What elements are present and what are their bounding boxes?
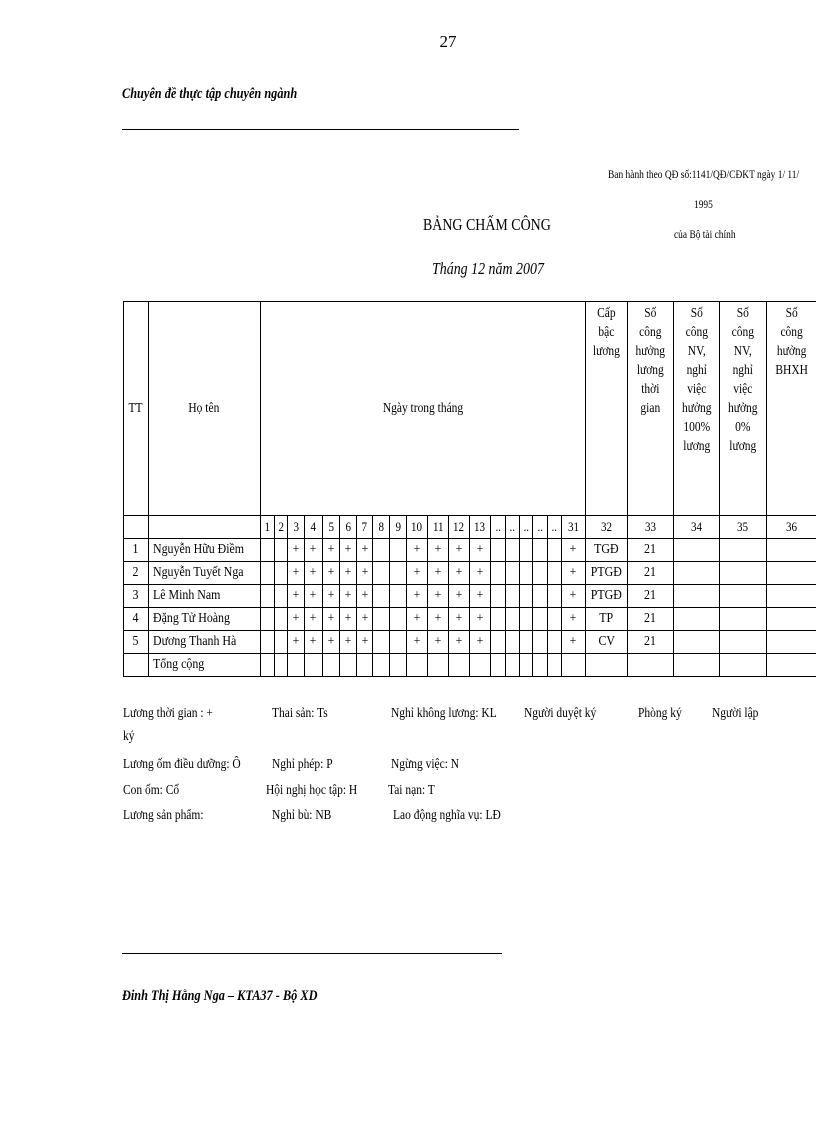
day-mark: + [448,585,469,608]
total-value [720,654,767,677]
timesheet-table [123,301,816,677]
column-number: 2 [274,516,288,539]
total-day [260,654,274,677]
day-mark: + [561,608,586,631]
table-row [124,539,816,562]
header-leave-0-line: NV, [733,344,752,359]
column-number: 36 [766,516,816,539]
legend-child-sick: Con ốm: Cố [123,783,180,798]
day-mark: + [340,608,357,631]
day-mark [274,608,288,631]
leave-100-days [673,585,720,608]
day-mark: + [322,539,340,562]
leave-100-days [673,608,720,631]
employee-name: Đặng Tử Hoàng [148,608,260,631]
total-day [533,654,548,677]
header-bhxh-line: hưởng [776,344,807,359]
column-number: .. [547,516,561,539]
column-number: 4 [304,516,322,539]
day-mark: + [406,562,428,585]
salary-grade: TP [586,608,628,631]
day-mark [547,585,561,608]
leave-0-days [720,631,767,654]
leave-100-days [673,562,720,585]
time-work-days: 21 [628,562,674,585]
day-mark: + [448,562,469,585]
header-leave-100-line: lương [682,439,710,454]
header-leave-100-line: nghỉ [686,363,707,378]
column-number: 7 [356,516,373,539]
day-mark [389,539,406,562]
day-mark [491,608,506,631]
day-mark [533,562,548,585]
leave-100-days [673,539,720,562]
table-row [124,562,816,585]
day-mark [389,631,406,654]
header-grade-line: bậc [598,325,615,340]
day-mark [519,631,533,654]
total-day [274,654,288,677]
day-mark [274,585,288,608]
approval-line-3: của Bộ tài chính [674,229,736,241]
day-mark: + [469,539,491,562]
day-mark: + [304,539,322,562]
header-leave-100-line: NV, [687,344,706,359]
salary-grade: CV [586,631,628,654]
time-work-days: 21 [628,539,674,562]
approver-signature-label: Người duyệt ký [524,706,597,721]
day-mark: + [356,608,373,631]
header-leave-0-line: 0% [735,420,751,435]
day-mark: + [561,562,586,585]
header-tt: TT [124,302,149,516]
legend-meeting: Hội nghị học tập: H [266,783,358,798]
time-work-days: 21 [628,608,674,631]
leave-100-days [673,631,720,654]
day-mark: + [406,539,428,562]
header-bhxh-line: BHXH [775,363,808,378]
day-mark [274,539,288,562]
day-mark: + [288,562,305,585]
day-mark: + [322,562,340,585]
header-bhxh [766,302,816,516]
bhxh-days [766,631,816,654]
day-mark [373,562,390,585]
day-mark: + [448,631,469,654]
bhxh-days [766,585,816,608]
document-title: BẢNG CHẤM CÔNG [423,215,551,234]
header-name: Họ tên [148,302,260,516]
approval-line-1: Ban hành theo QĐ số:1141/QĐ/CĐKT ngày 1/ 11/ [608,169,800,181]
header-time-work-line: Số [644,306,657,321]
day-mark [505,562,519,585]
row-index: 2 [124,562,149,585]
column-number: 3 [288,516,305,539]
header-leave-100 [673,302,720,516]
day-mark: + [448,608,469,631]
day-mark [533,585,548,608]
day-mark: + [288,539,305,562]
header-leave-0-line: việc [733,382,753,397]
total-day [491,654,506,677]
header-leave-0-line: Số [736,306,750,321]
legend-duty-labor: Lao động nghĩa vụ: LĐ [393,808,501,823]
page-number: 27 [439,32,457,51]
total-day [469,654,491,677]
total-day [340,654,357,677]
document-subtitle: Tháng 12 năm 2007 [432,259,544,278]
column-number: 12 [448,516,469,539]
column-number: 1 [260,516,274,539]
day-mark: + [322,608,340,631]
day-mark [491,631,506,654]
legend-work-stop: Ngừng việc: N [391,757,460,772]
day-mark [519,562,533,585]
day-mark: + [288,585,305,608]
header-bhxh-line: Số [785,306,798,321]
legend-annual-leave: Nghỉ phép: P [272,757,333,772]
day-mark: + [288,608,305,631]
day-mark [519,585,533,608]
leave-0-days [720,608,767,631]
preparer-signature-label: Người lập [712,706,759,721]
header-time-work-line: lương [636,363,664,378]
column-number: 13 [469,516,491,539]
legend-compensatory: Nghỉ bù: NB [272,808,332,823]
day-mark [260,585,274,608]
total-day [373,654,390,677]
total-label: Tổng cộng [148,654,260,677]
header-time-work-line: thời [641,382,660,397]
header-title: Chuyên đề thực tập chuyên ngành [122,86,298,102]
day-mark [274,562,288,585]
header-leave-0-line: lương [729,439,757,454]
day-mark [533,539,548,562]
total-day [356,654,373,677]
header-bhxh-line: công [780,325,803,340]
day-mark [547,608,561,631]
column-number-row [124,516,816,539]
total-day [448,654,469,677]
bhxh-days [766,608,816,631]
day-mark: + [469,631,491,654]
day-mark: + [340,631,357,654]
column-number: 8 [373,516,390,539]
day-mark [547,562,561,585]
salary-grade: TGĐ [586,539,628,562]
header-leave-100-line: công [685,325,708,340]
day-mark: + [561,631,586,654]
employee-name: Nguyễn Tuyết Nga [148,562,260,585]
row-index: 5 [124,631,149,654]
day-mark: + [448,539,469,562]
day-mark [547,631,561,654]
total-day [428,654,449,677]
day-mark [389,608,406,631]
legend-unpaid: Nghỉ không lương: KL [391,706,497,721]
day-mark [373,631,390,654]
day-mark: + [561,585,586,608]
day-mark [274,631,288,654]
time-work-days: 21 [628,585,674,608]
header-leave-100-line: Số [690,306,703,321]
total-value [766,654,816,677]
header-leave-100-line: hưởng [681,401,712,416]
total-row [124,654,816,677]
total-day [304,654,322,677]
day-mark [260,562,274,585]
header-grade-line: Cấp [597,306,616,321]
column-number: 32 [586,516,628,539]
day-mark: + [428,585,449,608]
header-rule [122,129,519,130]
day-mark: + [469,585,491,608]
total-day [389,654,406,677]
column-number: .. [519,516,533,539]
legend-time-wage: Lương thời gian : + [123,706,213,721]
header-leave-0-line: nghỉ [732,363,754,378]
column-number: 5 [322,516,340,539]
total-day [519,654,533,677]
header-time-work-line: gian [640,401,661,416]
header-time-work-line: hưởng [635,344,666,359]
column-number: 35 [720,516,767,539]
day-mark [491,585,506,608]
column-number: 6 [340,516,357,539]
day-mark [547,539,561,562]
total-value [673,654,720,677]
day-mark: + [356,539,373,562]
column-number: 31 [561,516,586,539]
employee-name: Nguyễn Hữu Điềm [148,539,260,562]
header-days: Ngày trong tháng [260,302,585,516]
employee-name: Lê Minh Nam [148,585,260,608]
legend-sick-leave: Lương ốm điều dưỡng: Ô [123,757,241,772]
day-mark: + [406,631,428,654]
day-mark [505,631,519,654]
legend-accident: Tai nạn: T [388,783,435,798]
day-mark: + [356,562,373,585]
bhxh-days [766,539,816,562]
number-cell-name [148,516,260,539]
header-row [124,302,816,516]
header-leave-0-line: công [731,325,755,340]
approval-line-2: 1995 [694,199,713,211]
day-mark: + [340,585,357,608]
header-leave-0-line: hưởng [728,401,758,416]
day-mark: + [406,585,428,608]
day-mark [505,539,519,562]
row-index: 1 [124,539,149,562]
day-mark: + [356,585,373,608]
row-index: 4 [124,608,149,631]
total-day [561,654,586,677]
header-leave-100-line: 100% [682,420,710,435]
column-number: .. [505,516,519,539]
day-mark: + [428,631,449,654]
day-mark: + [469,608,491,631]
day-mark: + [356,631,373,654]
day-mark: + [469,562,491,585]
number-cell-tt [124,516,149,539]
table-row [124,585,816,608]
day-mark [373,539,390,562]
column-number: 33 [628,516,674,539]
legend-wrap-ky: ký [123,729,135,744]
time-work-days: 21 [628,631,674,654]
day-mark [533,631,548,654]
total-value [586,654,628,677]
day-mark: + [304,562,322,585]
header-grade [586,302,628,516]
day-mark [491,539,506,562]
day-mark: + [304,585,322,608]
day-mark [260,539,274,562]
column-number: 34 [673,516,720,539]
leave-0-days [720,585,767,608]
day-mark [519,608,533,631]
total-day [322,654,340,677]
day-mark [260,608,274,631]
total-day [406,654,428,677]
row-index: 3 [124,585,149,608]
day-mark: + [428,608,449,631]
leave-0-days [720,562,767,585]
leave-0-days [720,539,767,562]
day-mark [505,585,519,608]
day-mark: + [428,539,449,562]
header-leave-0 [720,302,767,516]
header-leave-100-line: việc [686,382,706,397]
footer-author: Đinh Thị Hằng Nga – KTA37 - Bộ XD [122,988,318,1004]
header-grade-line: lương [593,344,621,359]
day-mark [260,631,274,654]
day-mark: + [304,631,322,654]
day-mark: + [561,539,586,562]
total-day [547,654,561,677]
legend-maternity: Thai sản: Ts [272,706,328,721]
total-day [288,654,305,677]
day-mark [373,608,390,631]
column-number: .. [533,516,548,539]
total-value [628,654,674,677]
day-mark: + [288,631,305,654]
total-index [124,654,149,677]
day-mark [373,585,390,608]
day-mark [389,585,406,608]
department-signature-label: Phòng ký [638,706,682,721]
day-mark [491,562,506,585]
table-row [124,608,816,631]
legend-piece-wage: Lương sản phẩm: [123,808,204,823]
column-number: 9 [389,516,406,539]
day-mark [389,562,406,585]
day-mark: + [340,539,357,562]
header-time-work-line: công [639,325,662,340]
total-day [505,654,519,677]
day-mark: + [406,608,428,631]
column-number: .. [491,516,506,539]
day-mark: + [304,608,322,631]
day-mark [519,539,533,562]
header-time-work [628,302,674,516]
salary-grade: PTGĐ [586,562,628,585]
day-mark: + [322,631,340,654]
day-mark [533,608,548,631]
column-number: 10 [406,516,428,539]
day-mark [505,608,519,631]
day-mark: + [322,585,340,608]
footer-rule [122,953,502,954]
bhxh-days [766,562,816,585]
employee-name: Dương Thanh Hà [148,631,260,654]
salary-grade: PTGĐ [586,585,628,608]
table-row [124,631,816,654]
column-number: 11 [428,516,449,539]
day-mark: + [340,562,357,585]
day-mark: + [428,562,449,585]
